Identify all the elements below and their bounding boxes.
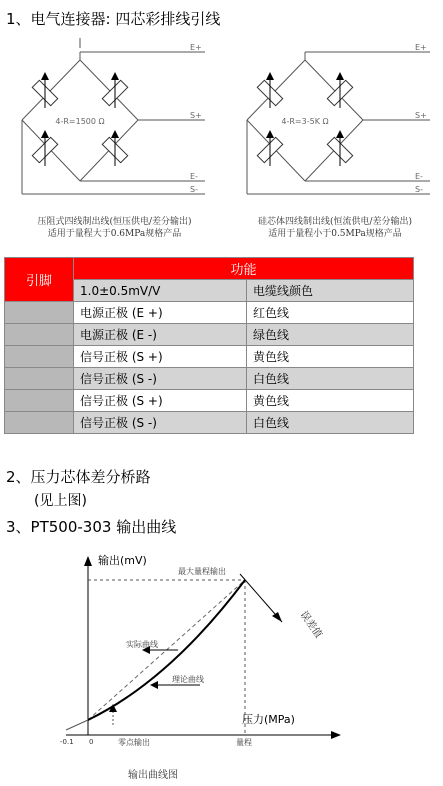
wiring-table [4, 257, 414, 434]
max-output-label: 最大量程输出 [178, 567, 226, 576]
bridge-left-caption: 压阻式四线制出线(恒压供电/差分输出) 适用于量程大于0.6MPa规格产品 [37, 217, 192, 239]
x-axis-arrow [331, 731, 341, 739]
svg-text:E-: E- [190, 172, 198, 181]
svg-text:S+: S+ [415, 111, 427, 120]
error-label: 误差值 [297, 609, 324, 641]
bridge-right-label: 4-R=3-5K Ω [281, 117, 329, 126]
func-header: 功能 [74, 258, 414, 280]
zero-tick-label: 0 [89, 738, 94, 746]
table-row: 信号正极 (S +) 黄色线 [5, 390, 414, 412]
bridge-left-label: 4-R=1500 Ω [55, 117, 105, 126]
section-title-connector: 1、电气连接器: 四芯彩排线引线 [6, 10, 221, 28]
neg-tick-label: -0.1 [60, 738, 74, 746]
table-row: 电源正极 (E +) 红色线 [5, 302, 414, 324]
theory-curve-label: 理论曲线 [172, 675, 204, 684]
pin-header: 引脚 [5, 258, 74, 302]
range-label: 量程 [236, 738, 252, 747]
table-row: 信号正极 (S -) 白色线 [5, 368, 414, 390]
svg-text:E+: E+ [415, 43, 427, 52]
svg-text:E-: E- [415, 172, 423, 181]
svg-text:S+: S+ [190, 111, 202, 120]
y-axis-label: 输出(mV) [98, 554, 147, 567]
see-above-note: (见上图) [34, 493, 87, 509]
bridge-right [247, 43, 430, 194]
x-axis-label: 压力(MPa) [242, 713, 295, 726]
svg-text:S-: S- [415, 185, 423, 194]
actual-curve-label: 实际曲线 [126, 640, 158, 649]
bridge-diagrams [0, 38, 443, 213]
curve-caption: 输出曲线图 [128, 770, 178, 781]
sub-header-color: 电缆线颜色 [247, 280, 414, 302]
bridge-left [22, 38, 205, 194]
svg-text:E+: E+ [190, 43, 202, 52]
y-axis-arrow [84, 556, 92, 566]
sub-header-output: 1.0±0.5mV/V [74, 280, 247, 302]
zero-output-label: 零点输出 [118, 738, 150, 747]
svg-text:S-: S- [190, 185, 198, 194]
table-row: 信号正极 (S +) 黄色线 [5, 346, 414, 368]
table-row: 电源正极 (E -) 绿色线 [5, 324, 414, 346]
section-title-bridge: 2、压力芯体差分桥路 [6, 468, 151, 486]
table-row: 信号正极 (S -) 白色线 [5, 412, 414, 434]
bridge-right-caption: 硅芯体四线制出线(恒流供电/差分输出) 适用于量程小于0.5MPa规格产品 [257, 217, 413, 239]
section-title-curve: 3、PT500-303 输出曲线 [6, 518, 177, 536]
output-curve-diagram [0, 540, 443, 786]
